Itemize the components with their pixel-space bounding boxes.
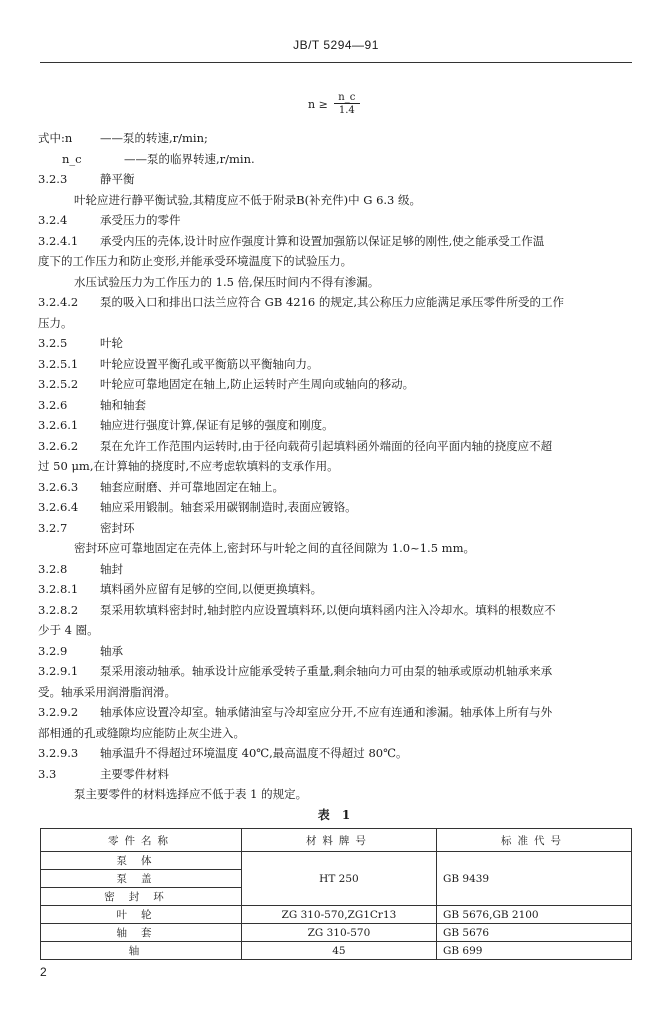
clause-number: n_c [62,151,82,166]
clause-text: ——泵的临界转速,r/min. [124,151,255,166]
clause-text: 轴套应耐磨、并可靠地固定在轴上。 [100,479,284,494]
clause-number: 3.2.4.1 [38,233,79,248]
table-row [41,942,632,960]
clause-text: 泵采用软填料密封时,轴封腔内应设置填料环,以便向填料函内注入冷却水。填料的根数应不 [100,602,556,617]
table-row [41,924,632,942]
text-line [38,210,638,231]
cell-standard: GB 5676,GB 2100 [436,906,631,924]
cell-part: 密封环 [41,888,242,906]
text-line [38,682,638,703]
cell-material: ZG 310-570,ZG1Cr13 [241,906,436,924]
text-line [38,477,638,498]
text-line [38,784,638,805]
clause-number: 3.2.6.1 [38,418,79,432]
clause-text: 轴封 [100,561,123,576]
text-line [38,272,638,293]
clause-number: 式中:n [38,131,73,145]
table-row [41,852,632,870]
body-text [38,128,638,805]
clause-text: 叶轮应可靠地固定在轴上,防止运转时产生周向或轴向的移动。 [100,377,415,391]
clause-number: 3.2.8.2 [38,602,79,617]
text-line [38,538,638,559]
cell-standard: GB 699 [436,942,631,960]
clause-text: 度下的工作压力和防止变形,并能承受环境温度下的试验压力。 [38,254,353,268]
page-header: JB/T 5294—91 [293,38,379,52]
cell-part: 泵体 [41,852,242,870]
text-line [38,354,638,375]
formula-fraction [334,92,360,116]
text-line [38,149,638,170]
clause-number: 3.2.3 [38,172,68,186]
cell-material: HT 250 [241,852,436,906]
clause-text: 水压试验压力为工作压力的 1.5 倍,保压时间内不得有渗漏。 [74,274,380,289]
text-line [38,169,638,190]
text-line [38,313,638,334]
table-header-row [41,829,632,852]
clause-number: 3.2.5.1 [38,356,79,371]
clause-text: 承受内压的壳体,设计时应作强度计算和设置加强筋以保证足够的刚性,使之能承受工作温 [100,233,545,248]
text-line [38,579,638,600]
clause-text: 压力。 [38,315,73,330]
text-line [38,231,638,252]
header-material: 材料牌号 [241,829,436,852]
clause-text: 叶轮应进行静平衡试验,其精度应不低于附录B(补充件)中 G 6.3 级。 [74,192,422,207]
text-line [38,456,638,477]
text-line [38,190,638,211]
text-line [38,251,638,272]
clause-text: 泵的吸入口和排出口法兰应符合 GB 4216 的规定,其公称压力应能满足承压零件所受的工作 [100,295,565,309]
clause-number: 3.2.6.3 [38,479,79,494]
cell-standard: GB 5676 [436,924,631,942]
text-line [38,641,638,662]
header-standard: 标准代号 [436,829,631,852]
clause-number: 3.2.6 [38,397,68,412]
clause-number: 3.2.4 [38,213,68,227]
text-line [38,764,638,785]
clause-text: 轴和轴套 [100,397,146,412]
materials-table [40,828,632,960]
clause-text: 少于 4 圈。 [38,623,99,637]
cell-part: 轴套 [41,924,242,942]
text-line [38,333,638,354]
clause-text: ——泵的转速,r/min; [100,131,208,145]
clause-text: 部相通的孔或缝隙均应能防止灰尘进入。 [38,725,245,740]
clause-number: 3.2.6.4 [38,500,79,514]
clause-text: 叶轮应设置平衡孔或平衡筋以平衡轴向力。 [100,356,319,371]
clause-number: 3.2.8.1 [38,582,79,596]
formula-denominator: 1.4 [338,105,355,116]
text-line [38,600,638,621]
text-line [38,723,638,744]
clause-text: 泵主要零件的材料选择应不低于表 1 的规定。 [74,787,308,801]
clause-text: 密封环应可靠地固定在壳体上,密封环与叶轮之间的直径间隙为 1.0~1.5 mm。 [74,541,475,555]
clause-text: 主要零件材料 [100,766,169,781]
clause-number: 3.3 [38,766,57,781]
clause-text: 叶轮 [100,336,123,350]
text-line [38,374,638,395]
cell-material: 45 [241,942,436,960]
clause-text: 静平衡 [100,172,135,186]
clause-number: 3.2.9 [38,643,68,658]
clause-number: 3.2.4.2 [38,295,79,309]
header-part: 零件名称 [41,829,242,852]
formula-numerator: n_c [338,92,356,103]
header-rule [40,62,632,63]
text-line [38,497,638,518]
clause-text: 密封环 [100,520,135,535]
clause-text: 轴承体应设置冷却室。轴承储油室与冷却室应分开,不应有连通和渗漏。轴承体上所有与外 [100,705,553,719]
clause-number: 3.2.9.1 [38,664,79,678]
clause-number: 3.2.9.2 [38,705,79,719]
text-line [38,128,638,149]
clause-text: 轴应采用锻制。轴套采用碳钢制造时,表面应镀铬。 [100,500,357,514]
clause-number: 3.2.8 [38,561,68,576]
clause-text: 过 50 μm,在计算轴的挠度时,不应考虑软填料的支承作用。 [38,459,339,473]
clause-number: 3.2.5 [38,336,68,350]
clause-text: 轴应进行强度计算,保证有足够的强度和刚度。 [100,418,334,432]
table-row [41,906,632,924]
formula-lhs: n ≥ [308,97,328,111]
page-number: 2 [40,965,47,979]
text-line [38,436,638,457]
clause-number: 3.2.5.2 [38,377,79,391]
cell-standard: GB 9439 [436,852,631,906]
cell-part: 轴 [41,942,242,960]
clause-text: 受。轴承采用润滑脂润滑。 [38,684,176,699]
clause-text: 轴承 [100,643,123,658]
text-line [38,518,638,539]
clause-number: 3.2.6.2 [38,438,79,453]
table-title: 表 1 [317,808,355,822]
clause-text: 泵采用滚动轴承。轴承设计应能承受转子重量,剩余轴向力可由泵的轴承或原动机轴承来承 [100,664,553,678]
text-line [38,415,638,436]
clause-text: 泵在允许工作范围内运转时,由于径向载荷引起填料函外端面的径向平面内轴的挠度应不超 [100,438,553,453]
text-line [38,559,638,580]
text-line [38,292,638,313]
clause-number: 3.2.9.3 [38,746,79,760]
text-line [38,395,638,416]
clause-text: 轴承温升不得超过环境温度 40℃,最高温度不得超过 80℃。 [100,746,408,760]
clause-text: 填料函外应留有足够的空间,以便更换填料。 [100,582,323,596]
text-line [38,620,638,641]
text-line [38,702,638,723]
cell-material: ZG 310-570 [241,924,436,942]
cell-part: 泵盖 [41,870,242,888]
formula [308,92,360,116]
cell-part: 叶轮 [41,906,242,924]
clause-number: 3.2.7 [38,520,68,535]
clause-text: 承受压力的零件 [100,213,181,227]
text-line [38,661,638,682]
text-line [38,743,638,764]
